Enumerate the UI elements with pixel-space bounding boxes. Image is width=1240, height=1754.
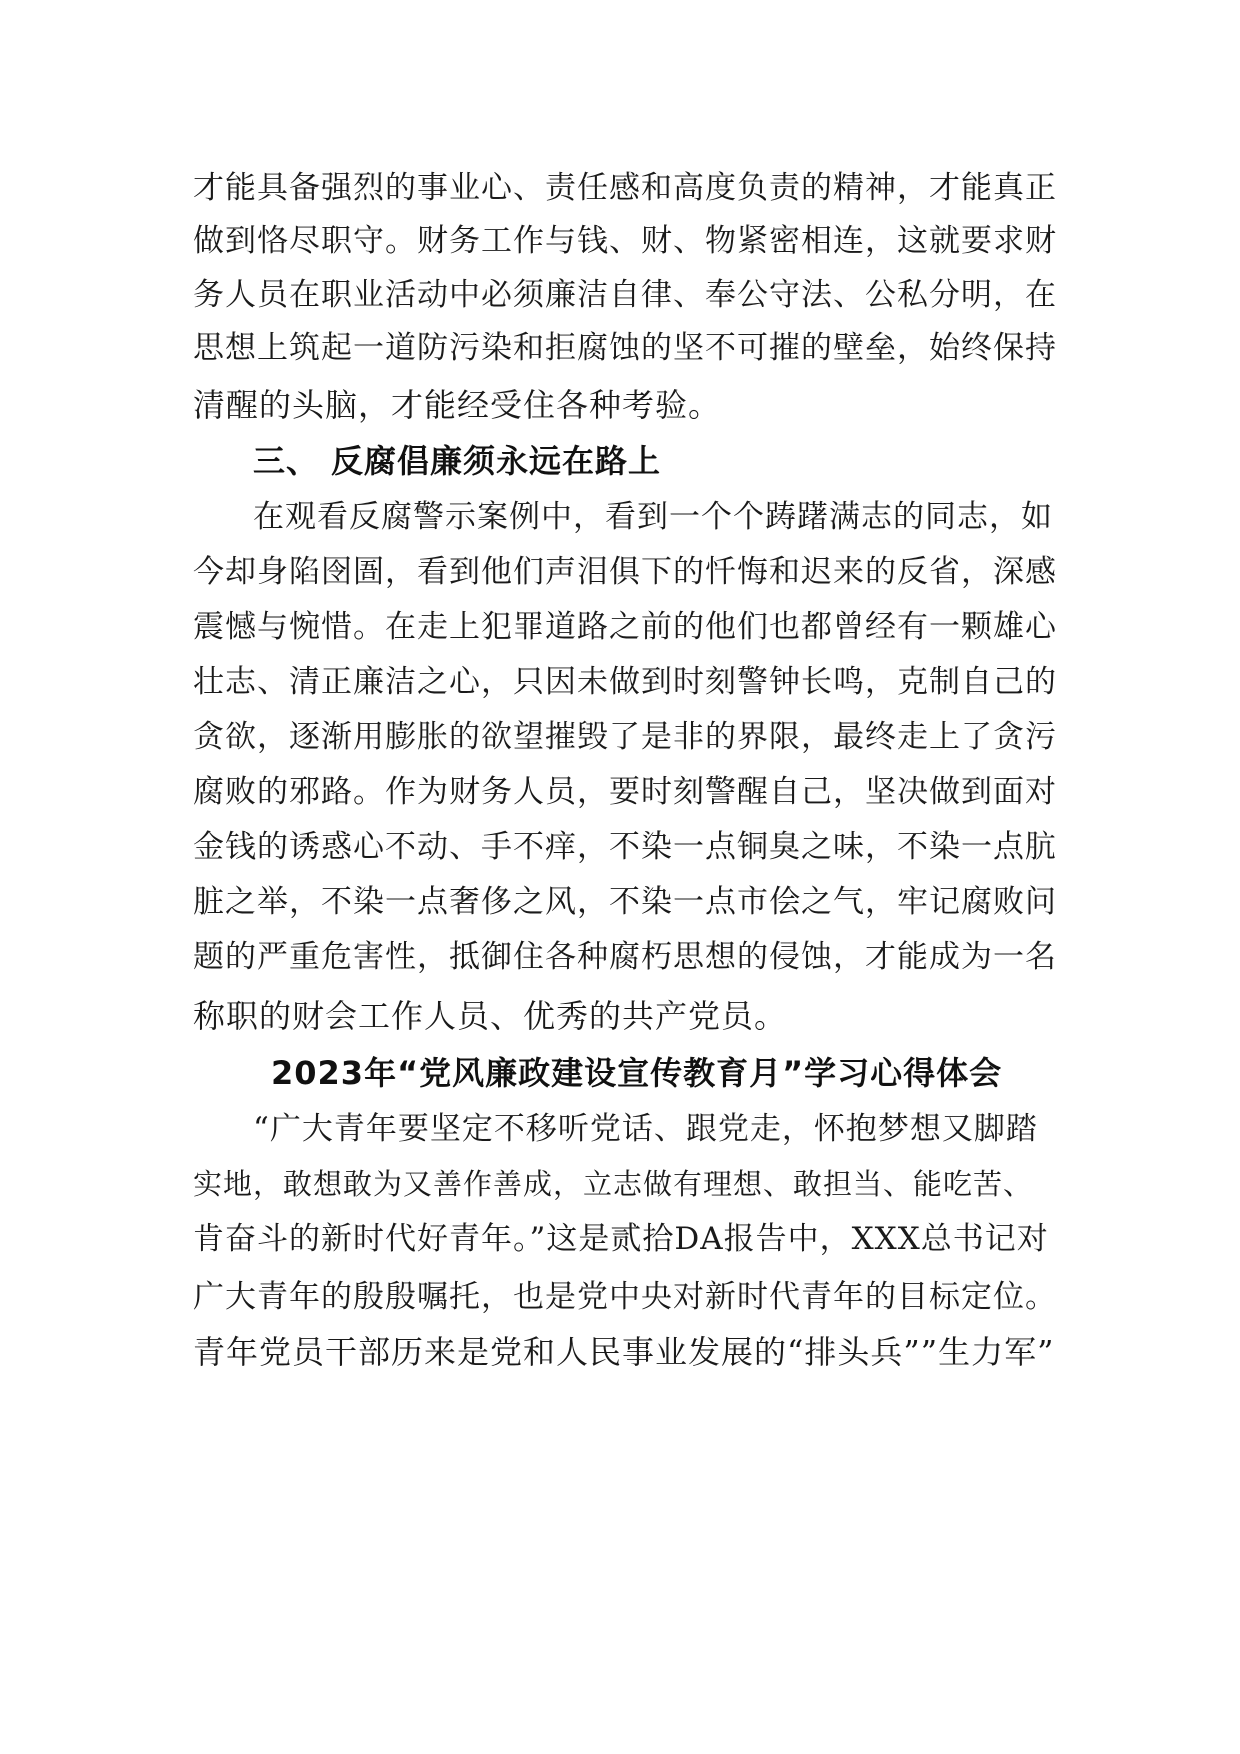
paragraph-line: “广大青年要坚定不移听党话、跟党走，怀抱梦想又脚踏 — [253, 1111, 1038, 1147]
paragraph-line: 腐败的邪路。作为财务人员，要时刻警醒自己，坚决做到面对 — [193, 774, 1057, 810]
paragraph-line: 贪欲，逐渐用膨胀的欲望摧毁了是非的界限，最终走上了贪污 — [193, 719, 1057, 755]
paragraph-line: 题的严重危害性，抵御住各种腐朽思想的侵蚀，才能成为一名 — [193, 939, 1057, 975]
section-heading: 反腐倡廉须永远在路上 — [331, 442, 662, 480]
paragraph-line: 在观看反腐警示案例中，看到一个个踌躇满志的同志，如 — [253, 499, 1053, 535]
paragraph-line: 做到恪尽职守。财务工作与钱、财、物紧密相连，这就要求财 — [193, 223, 1057, 259]
paragraph-line: 务人员在职业活动中必须廉洁自律、奉公守法、公私分明，在 — [193, 277, 1057, 313]
paragraph-line: 壮志、清正廉洁之心，只因未做到时刻警钟长鸣，克制自己的 — [193, 664, 1057, 700]
paragraph-line: 今却身陷囹圄，看到他们声泪俱下的忏悔和迟来的反省，深感 — [193, 554, 1057, 590]
paragraph-line: 青年党员干部历来是党和人民事业发展的“排头兵””生力军” — [193, 1333, 1055, 1371]
paragraph-line: 实地，敢想敢为又善作善成，立志做有理想、敢担当、能吃苦、 — [193, 1167, 1034, 1201]
article-title: 2023年“党风廉政建设宣传教育月”学习心得体会 — [271, 1054, 1003, 1092]
paragraph-line: 才能具备强烈的事业心、责任感和高度负责的精神，才能真正 — [193, 170, 1057, 206]
paragraph-line: 金钱的诱惑心不动、手不痒，不染一点铜臭之味，不染一点肮 — [193, 829, 1057, 865]
section-number: 三、 — [253, 442, 320, 480]
paragraph-line: 称职的财会工作人员、优秀的共产党员。 — [193, 997, 788, 1035]
paragraph-line: 脏之举，不染一点奢侈之风，不染一点市侩之气，牢记腐败问 — [193, 884, 1057, 920]
paragraph-line: 思想上筑起一道防污染和拒腐蚀的坚不可摧的壁垒，始终保持 — [193, 330, 1057, 366]
paragraph-line: 肯奋斗的新时代好青年。”这是贰拾DA报告中，XXX总书记对 — [193, 1221, 1049, 1257]
paragraph-line: 广大青年的殷殷嘱托，也是党中央对新时代青年的目标定位。 — [193, 1279, 1057, 1315]
paragraph-line: 震憾与惋惜。在走上犯罪道路之前的他们也都曾经有一颗雄心 — [193, 609, 1057, 645]
paragraph-line: 清醒的头脑，才能经受住各种考验。 — [193, 386, 722, 424]
